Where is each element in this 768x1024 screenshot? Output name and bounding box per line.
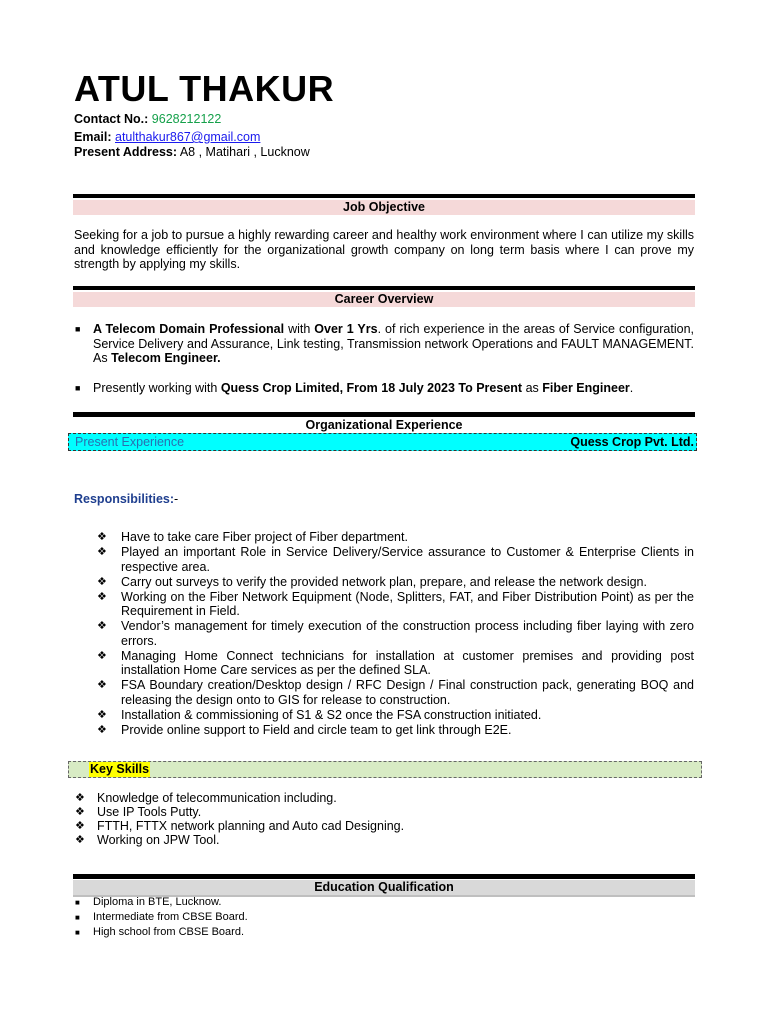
list-item — [74, 791, 694, 806]
list-item-text: Diploma in BTE, Lucknow. — [93, 896, 222, 908]
list-item — [74, 910, 694, 925]
career-title: Career Overview — [73, 292, 695, 307]
list-item — [97, 619, 694, 648]
career-text: Presently working with — [93, 381, 221, 395]
list-item — [97, 723, 694, 738]
list-item — [97, 708, 694, 723]
email-link[interactable]: atulthakur867@gmail.com — [115, 130, 261, 144]
square-bullet-icon: ■ — [75, 324, 81, 334]
list-item-text: Installation & commissioning of S1 & S2 once the FSA construction initiated. — [121, 707, 542, 722]
list-item-text: Working on JPW Tool. — [97, 833, 220, 847]
list-item-text: Intermediate from CBSE Board. — [93, 911, 248, 923]
list-item-text: Vendor’s management for timely execution of the construction process including fiber laying with zero errors. — [121, 619, 694, 648]
diamond-bullet-icon: ❖ — [97, 649, 107, 662]
diamond-bullet-icon: ❖ — [97, 679, 107, 691]
list-item-text: High school from CBSE Board. — [93, 926, 245, 938]
diamond-bullet-icon: ❖ — [75, 792, 85, 804]
career-list-2 — [74, 381, 694, 396]
email-label: Email: — [74, 130, 112, 144]
career-title-role: Telecom Engineer. — [111, 351, 221, 365]
present-experience-row — [68, 433, 697, 451]
list-item — [74, 925, 694, 940]
list-item — [74, 322, 694, 366]
career-years: Over 1 Yrs — [314, 322, 378, 336]
education-rule — [73, 874, 695, 879]
career-text: . of rich experience in the areas of Service configuration, Service Delivery and Assurance, Link testing, Transmission network Operations and FAULT MANAGEMENT. As — [93, 322, 694, 365]
present-experience-label: Present Experience — [75, 435, 185, 449]
skills-list — [74, 791, 694, 847]
responsibilities-title: Responsibilities: — [74, 492, 175, 506]
diamond-bullet-icon: ❖ — [75, 834, 85, 846]
list-item — [74, 805, 694, 820]
diamond-bullet-icon: ❖ — [97, 575, 107, 588]
diamond-bullet-icon: ❖ — [97, 708, 107, 721]
diamond-bullet-icon: ❖ — [97, 590, 107, 603]
square-bullet-icon: ■ — [75, 913, 80, 922]
career-rule — [73, 286, 695, 290]
list-item — [97, 575, 694, 590]
candidate-name: ATUL THAKUR — [74, 68, 335, 109]
list-item — [97, 545, 694, 574]
current-role: Fiber Engineer — [542, 381, 630, 395]
diamond-bullet-icon: ❖ — [97, 723, 107, 736]
list-item-text: Knowledge of telecommunication including. — [97, 791, 337, 805]
career-list — [74, 322, 694, 366]
diamond-bullet-icon: ❖ — [75, 806, 85, 818]
list-item-text: FTTH, FTTX network planning and Auto cad Designing. — [97, 819, 405, 833]
org-title: Organizational Experience — [305, 418, 463, 432]
list-item — [97, 530, 694, 545]
education-title: Education Qualification — [73, 880, 695, 895]
list-item-text: Use IP Tools Putty. — [97, 805, 202, 819]
square-bullet-icon: ■ — [75, 928, 80, 937]
diamond-bullet-icon: ❖ — [97, 546, 107, 558]
career-text: as — [522, 381, 543, 395]
list-item — [74, 833, 694, 848]
list-item-text: FSA Boundary creation/Desktop design / RFC Design / Final construction pack, generating BOQ and releasing the design onto to GIS for release to construction. — [121, 678, 694, 707]
email-line — [74, 130, 694, 145]
address-line — [74, 145, 694, 160]
org-rule — [73, 412, 695, 417]
list-item-text: Carry out surveys to verify the provided network plan, prepare, and release the network design. — [121, 574, 647, 589]
list-item-text: Have to take care Fiber project of Fiber department. — [121, 530, 408, 544]
key-skills-title: Key Skills — [90, 762, 150, 776]
objective-text: Seeking for a job to pursue a highly rewarding career and healthy work environment where I can utilize my skills and knowledge efficiently for the organizational growth company on long term basis where I can prove my strength by applying my skills. — [74, 228, 694, 271]
list-item-text: Played an important Role in Service Delivery/Service assurance to Customer & Enterprise Clients in respective area. — [121, 545, 694, 574]
responsibilities-list — [97, 530, 694, 738]
objective-title: Job Objective — [73, 200, 695, 215]
key-skills-bar — [68, 761, 702, 778]
responsibilities-suffix: - — [174, 492, 179, 506]
list-item — [74, 381, 694, 396]
list-item — [74, 895, 694, 910]
list-item-text: Working on the Fiber Network Equipment (Node, Splitters, FAT, and Fiber Distribution Point) as per the Requirement in Field. — [121, 589, 694, 618]
list-item — [97, 590, 694, 619]
contact-phone: 9628212122 — [151, 112, 222, 126]
company-name: Quess Crop Pvt. Ltd. — [570, 435, 694, 449]
list-item — [74, 819, 694, 834]
education-list — [74, 895, 694, 940]
career-role: A Telecom Domain Professional — [93, 322, 285, 336]
diamond-bullet-icon: ❖ — [75, 820, 85, 832]
diamond-bullet-icon: ❖ — [97, 531, 107, 543]
responsibilities-heading — [74, 492, 178, 506]
list-item-text: Provide online support to Field and circle team to get link through E2E. — [121, 722, 512, 737]
address-label: Present Address: — [74, 145, 178, 159]
career-text: . — [629, 381, 634, 395]
current-employer: Quess Crop Limited, From 18 July 2023 To Present — [220, 381, 523, 395]
list-item — [97, 678, 694, 707]
list-item — [97, 649, 694, 678]
diamond-bullet-icon: ❖ — [97, 620, 107, 632]
contact-label: Contact No.: — [74, 112, 149, 126]
square-bullet-icon: ■ — [75, 383, 81, 393]
objective-rule — [73, 194, 695, 198]
career-text: with — [284, 322, 315, 336]
address-value: A8 , Matihari , Lucknow — [179, 145, 310, 159]
contact-line — [74, 112, 694, 127]
list-item-text: Managing Home Connect technicians for installation at customer premises and providing post installation Home Care services as per the defined SLA. — [121, 648, 694, 677]
square-bullet-icon: ■ — [75, 898, 80, 907]
